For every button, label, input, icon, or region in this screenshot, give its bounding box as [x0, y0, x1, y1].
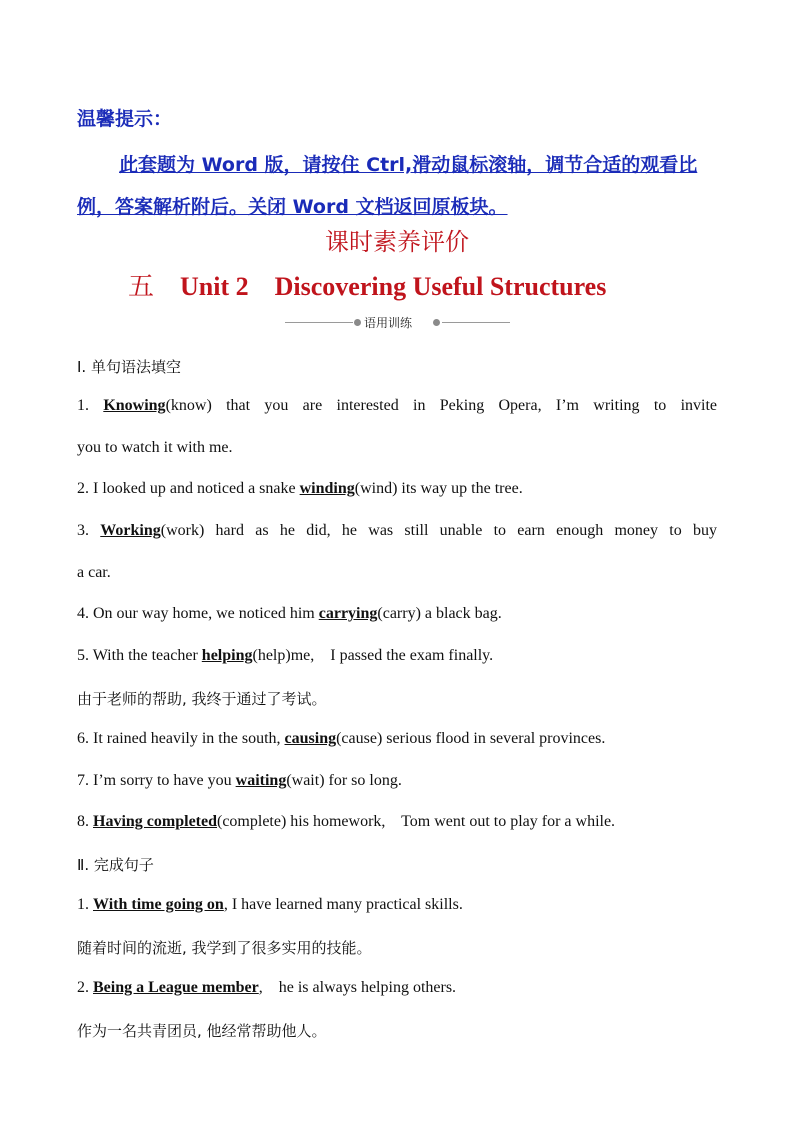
answer-blank: causing	[284, 730, 337, 747]
q-text: (wind) its way up the tree.	[354, 480, 523, 497]
q-prefix: 1.	[77, 397, 104, 414]
q-text: , I have learned many practical skills.	[223, 896, 463, 913]
q-text: (help)me, I passed the exam finally.	[252, 647, 494, 664]
divider-dot-right	[433, 319, 440, 326]
tip-body	[77, 144, 719, 228]
q-text: (carry) a black bag.	[377, 605, 502, 622]
q-prefix: 6. It rained heavily in the south,	[77, 730, 285, 747]
sentence-2	[77, 979, 717, 997]
divider-line-right	[442, 322, 510, 323]
question-1-cont: you to watch it with me.	[77, 439, 233, 456]
q-prefix: 7. I’m sorry to have you	[77, 772, 236, 789]
question-1	[77, 397, 717, 415]
question-3	[77, 522, 717, 540]
question-8	[77, 813, 717, 831]
q-text: , he is always helping others.	[258, 979, 457, 996]
answer-blank: Knowing	[103, 397, 166, 414]
sentence-1	[77, 896, 717, 914]
q-prefix: 2. I looked up and noticed a snake	[77, 480, 300, 497]
unit-topic: Discovering Useful Structures	[274, 272, 607, 301]
q-prefix: 3.	[77, 522, 101, 539]
answer-blank: waiting	[235, 772, 287, 789]
answer-blank: Having completed	[93, 813, 217, 830]
question-7	[77, 772, 717, 790]
q-prefix: 2.	[77, 979, 93, 996]
q-text: (complete) his homework, Tom went out to play for a while.	[217, 813, 616, 830]
divider-line-left	[285, 322, 353, 323]
unit-title	[128, 266, 606, 303]
section-1-heading: Ⅰ. 单句语法填空	[77, 358, 181, 376]
lesson-number: 五	[128, 272, 155, 302]
q-prefix: 1.	[77, 896, 93, 913]
answer-blank: With time going on	[93, 896, 224, 913]
page-title: 课时素养评价	[325, 228, 469, 256]
answer-blank: Being a League member	[93, 979, 259, 996]
question-5-translation: 由于老师的帮助, 我终于通过了考试。	[77, 690, 327, 708]
section-2-heading: Ⅱ. 完成句子	[77, 856, 154, 874]
question-5	[77, 647, 717, 665]
question-2	[77, 480, 717, 498]
tip-body-text: 此套题为 Word 版，请按住 Ctrl,滑动鼠标滚轴，调节合适的观看比例，答案解析附后。关闭 Word 文档返回原板块。	[77, 154, 698, 218]
question-4	[77, 605, 717, 623]
divider-dot-left	[354, 319, 361, 326]
divider-label: 语用训练	[364, 316, 413, 330]
q-prefix: 4. On our way home, we noticed him	[77, 605, 319, 622]
answer-blank: helping	[201, 647, 253, 664]
section-divider	[285, 313, 510, 333]
q-text: (cause) serious flood in several provinces.	[336, 730, 606, 747]
question-6	[77, 730, 717, 748]
tip-heading: 温馨提示：	[77, 108, 173, 130]
q-prefix: 5. With the teacher	[77, 647, 202, 664]
answer-blank: winding	[299, 480, 355, 497]
q-prefix: 8.	[77, 813, 93, 830]
sentence-2-translation: 作为一名共青团员, 他经常帮助他人。	[77, 1022, 327, 1040]
answer-blank: carrying	[318, 605, 378, 622]
q-text: (know) that you are interested in Peking Opera, I’m writing to invite	[165, 397, 718, 414]
question-3-cont: a car.	[77, 564, 111, 581]
answer-blank: Working	[100, 522, 161, 539]
unit-label: Unit 2	[180, 272, 249, 301]
q-text: (work) hard as he did, he was still unable to earn enough money to buy	[160, 522, 717, 539]
q-text: (wait) for so long.	[286, 772, 402, 789]
sentence-1-translation: 随着时间的流逝, 我学到了很多实用的技能。	[77, 939, 372, 957]
